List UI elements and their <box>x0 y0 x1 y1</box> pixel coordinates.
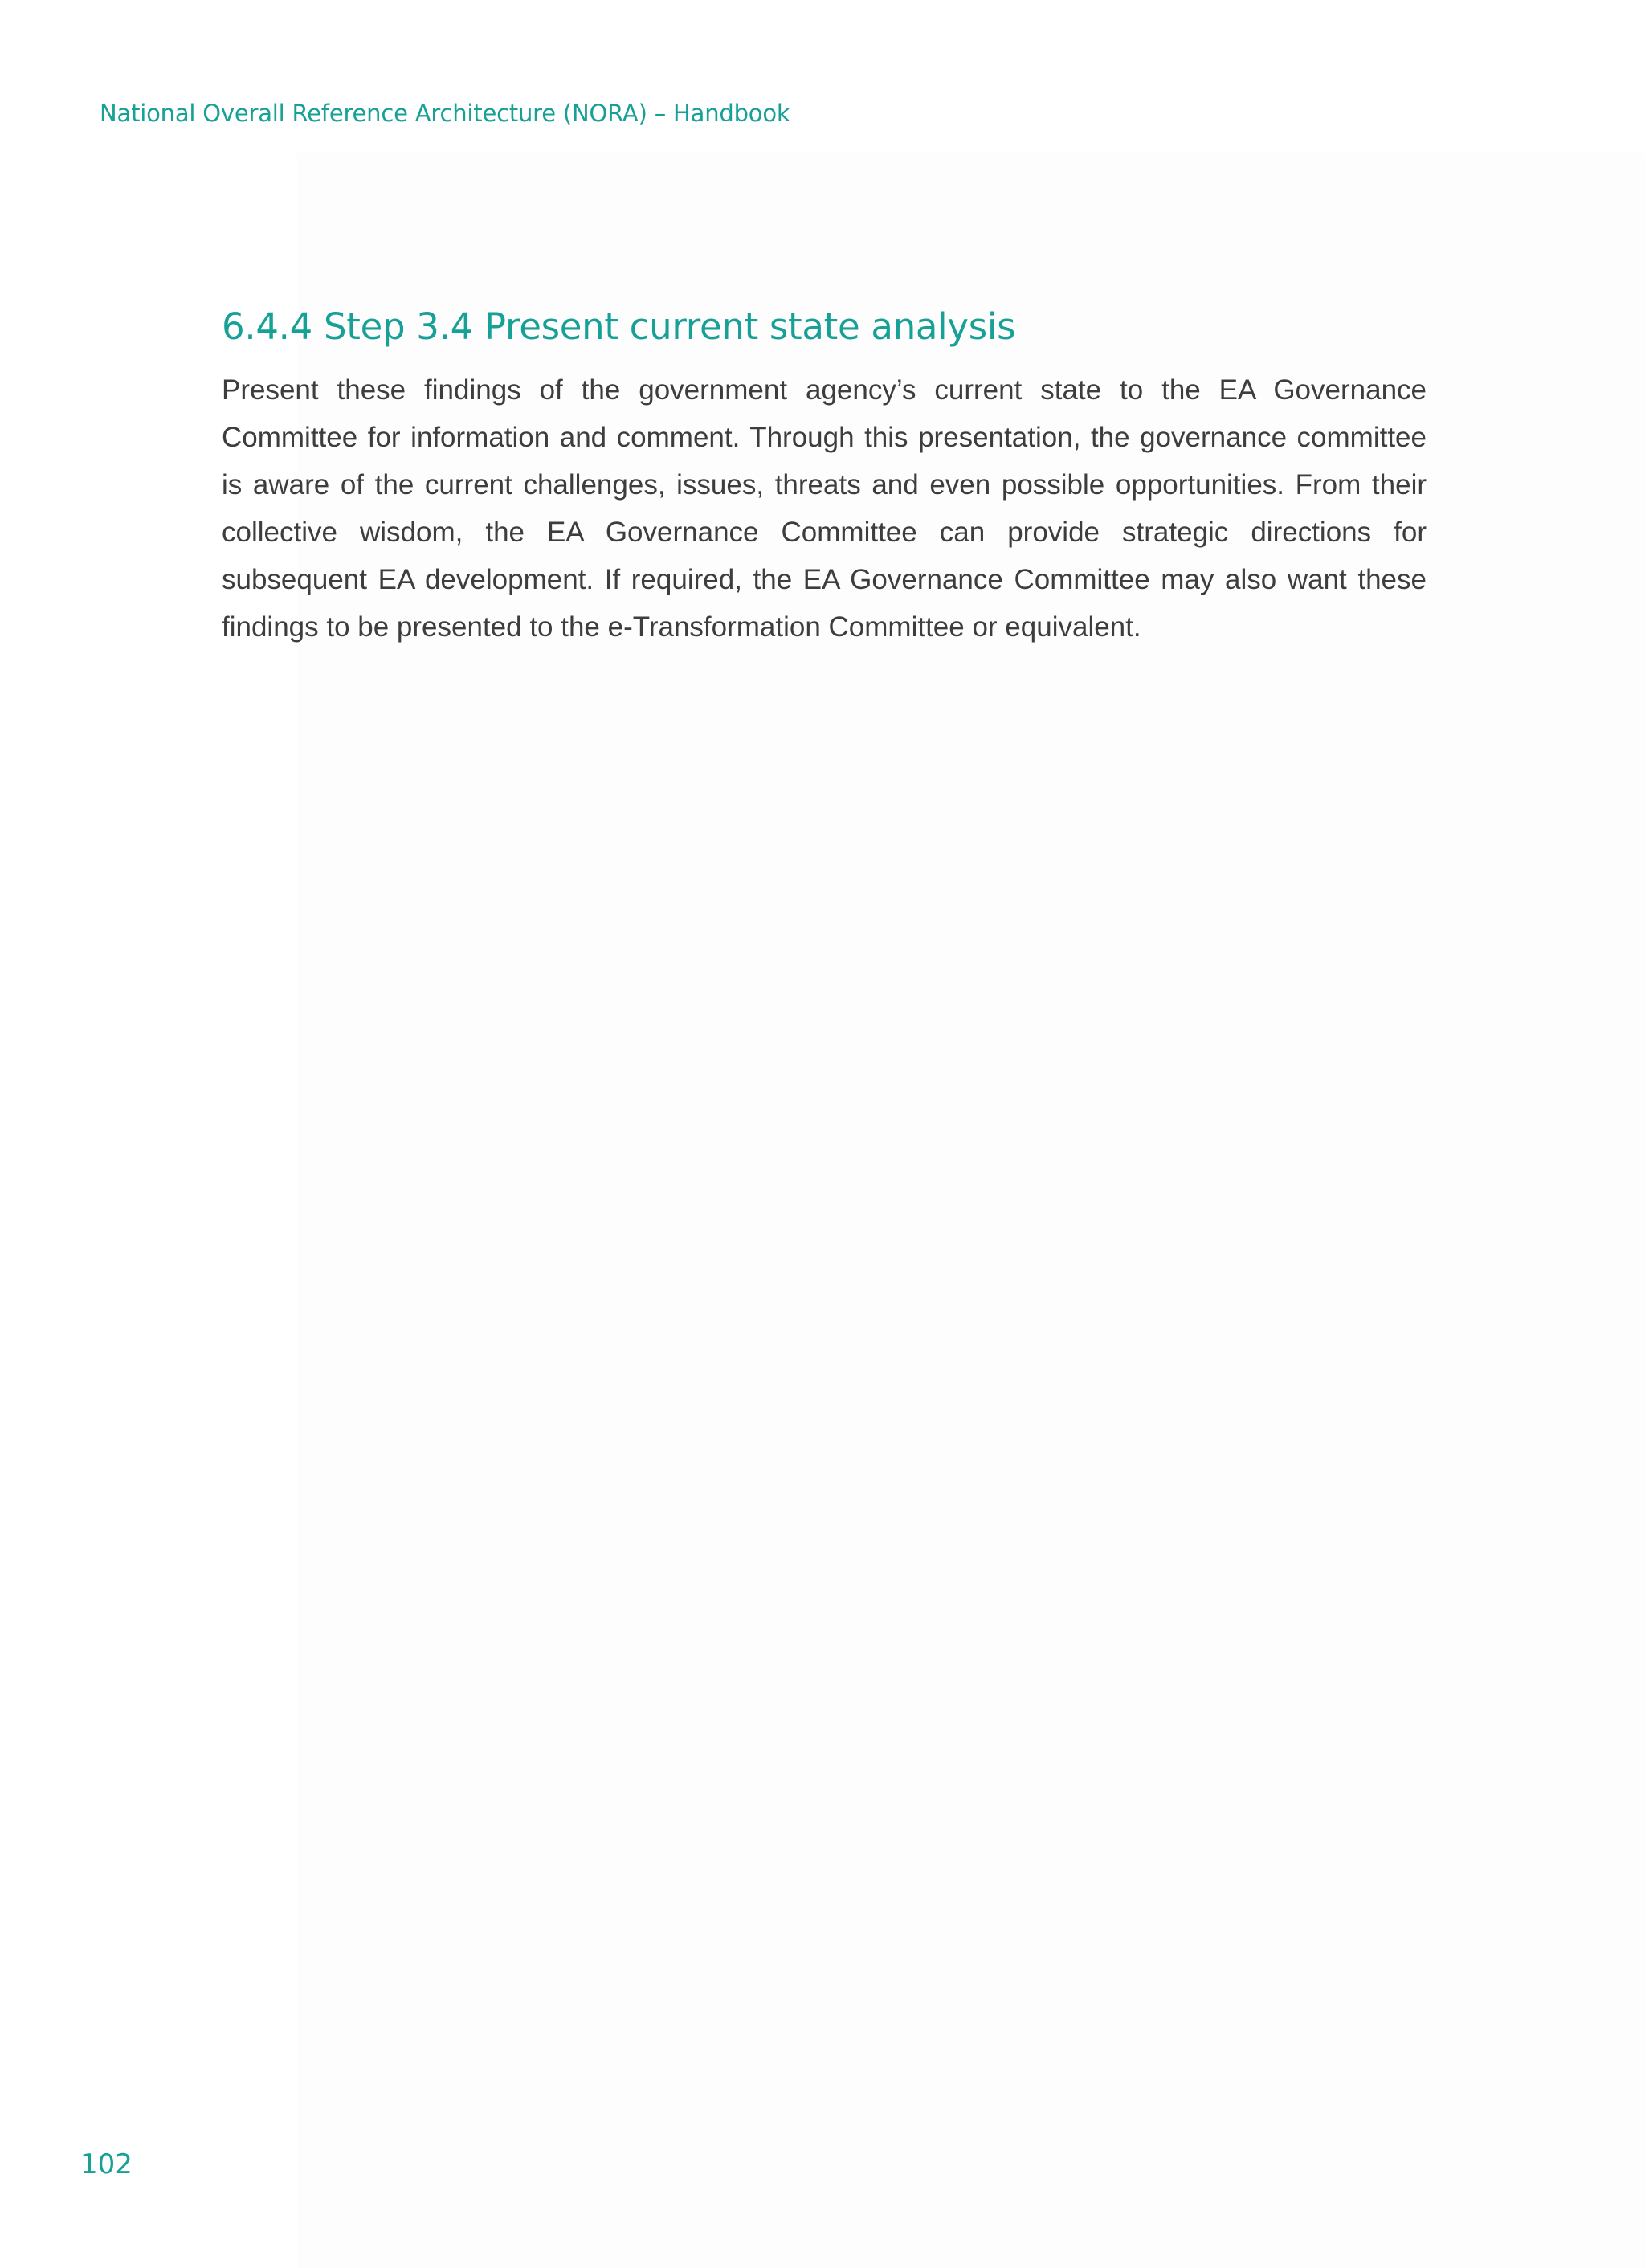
running-header: National Overall Reference Architecture (NORA) – Handbook <box>100 100 790 127</box>
section-heading: 6.4.4 Step 3.4 Present current state analysis <box>222 305 1016 348</box>
page-number: 102 <box>80 2148 133 2180</box>
section-content <box>222 299 1427 651</box>
section-body-paragraph: Present these findings of the government agency’s current state to the EA Governance Committee for information and comment. Through this presentation, the governance committee is aware of the current challenges, issues, threats and even possible opportunities. From their collective wisdom, the EA Governance Committee can provide strategic directions for subsequent EA development. If required, the EA Governance Committee may also want these findings to be presented to the e-Transformation Committee or equivalent. <box>222 374 1427 643</box>
